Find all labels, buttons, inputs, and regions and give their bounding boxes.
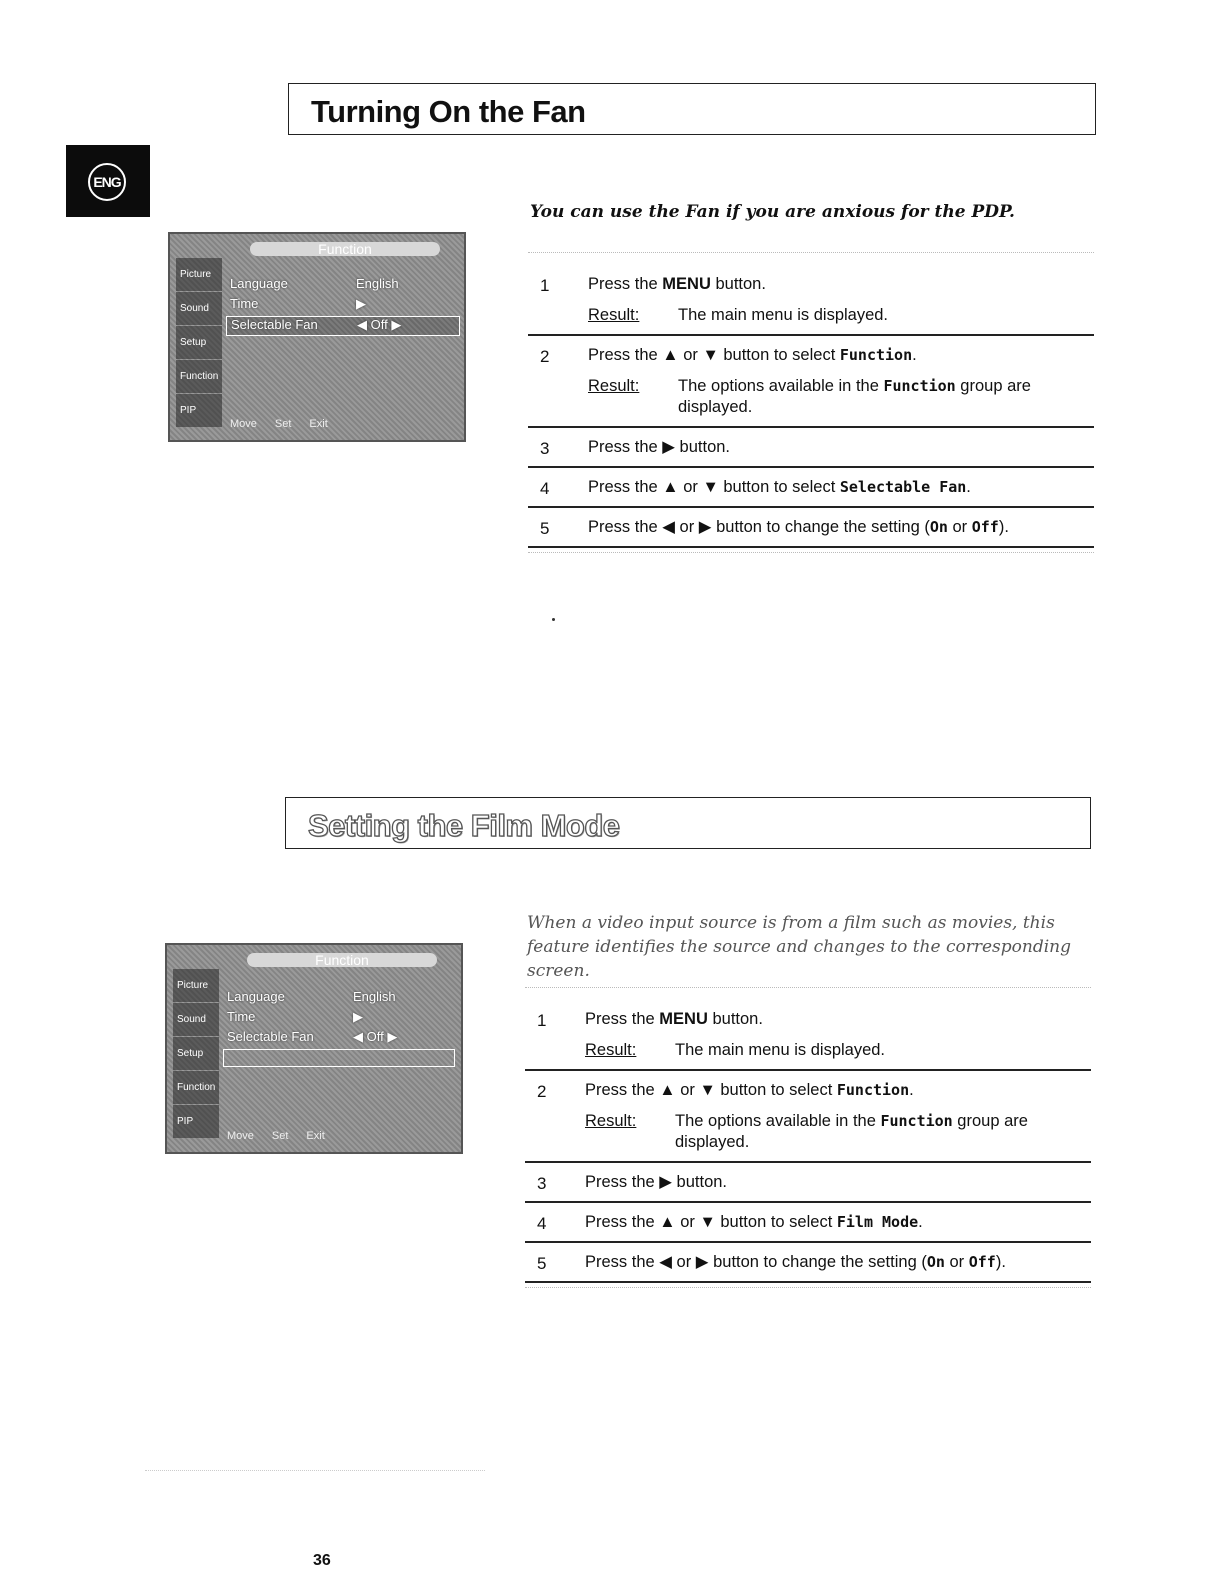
osd-footer-set: Set: [271, 1130, 289, 1142]
osd-row-label: Language: [230, 276, 288, 291]
osd-row: [223, 1029, 455, 1047]
osd-footer-move: Move: [230, 418, 257, 430]
step-number: 3: [537, 1174, 547, 1193]
osd-row: [223, 989, 455, 1007]
step-text: Press the ◀ or ▶ button to change the setting (On or Off).: [588, 518, 1009, 536]
section-title: Setting the Film Mode: [308, 808, 620, 843]
osd-side-function: Function: [176, 360, 222, 393]
step-result: Result: The main menu is displayed.: [585, 1041, 886, 1059]
osd-side-sound: Sound: [176, 292, 222, 325]
osd-row: [226, 276, 458, 294]
osd-footer: [227, 1130, 453, 1146]
osd-side-pip: PIP: [173, 1105, 219, 1138]
section-intro: You can use the Fan if you are anxious for the PDP.: [530, 202, 1015, 222]
osd-menu-screenshot: [165, 943, 463, 1154]
scan-noise: [145, 1470, 485, 1475]
step: [528, 265, 1094, 336]
osd-row-selected: [226, 316, 460, 336]
step: [525, 1071, 1091, 1163]
step: [525, 1203, 1091, 1243]
step: [528, 428, 1094, 468]
page-number: 36: [313, 1552, 331, 1569]
step-text: Press the ▲ or ▼ button to select Selectable Fan.: [588, 478, 971, 496]
step: [528, 508, 1094, 548]
step-number: 2: [540, 347, 550, 366]
osd-side-sound: Sound: [173, 1003, 219, 1036]
osd-sidebar: [173, 969, 219, 1137]
osd-header: Function: [250, 242, 440, 256]
osd-row-value: ▶: [353, 1009, 363, 1024]
step-text: Press the ▲ or ▼ button to select Function.: [585, 1081, 914, 1099]
step: [528, 468, 1094, 508]
step-text: Press the ▶ button.: [588, 438, 731, 456]
step: [525, 1163, 1091, 1203]
step-text: Press the ▲ or ▼ button to select Function.: [588, 346, 917, 364]
osd-row-value: English: [356, 276, 399, 291]
section-title: Turning On the Fan: [311, 94, 586, 129]
osd-side-pip: PIP: [176, 394, 222, 427]
step-text: Press the ▲ or ▼ button to select Film Mode.: [585, 1213, 923, 1231]
osd-side-function: Function: [173, 1071, 219, 1104]
step-number: 4: [537, 1214, 547, 1233]
step-number: 1: [540, 276, 550, 295]
language-tab: [66, 145, 150, 217]
steps-list: [525, 987, 1091, 1288]
osd-side-picture: Picture: [176, 258, 222, 291]
step-text: Press the MENU button.: [585, 1010, 763, 1028]
step-number: 5: [540, 519, 550, 538]
step-number: 1: [537, 1011, 547, 1030]
step: [525, 1000, 1091, 1071]
step-result: Result: The options available in the Function group are displayed.: [585, 1112, 1028, 1151]
osd-row-value: English: [353, 989, 396, 1004]
section-intro: When a video input source is from a film such as movies, this feature identifies the source and changes to the corresponding screen.: [527, 913, 1071, 981]
osd-footer-exit: Exit: [306, 1130, 325, 1142]
language-badge: ENG: [88, 163, 126, 201]
osd-header: Function: [247, 953, 437, 967]
step-number: 5: [537, 1254, 547, 1273]
section-title-box: [288, 83, 1096, 135]
osd-side-setup: Setup: [176, 326, 222, 359]
osd-row-label: Selectable Fan: [227, 1029, 314, 1044]
osd-row-label: Time: [227, 1009, 256, 1024]
step-number: 2: [537, 1082, 547, 1101]
osd-selection-box: [223, 1049, 455, 1067]
step-number: 4: [540, 479, 550, 498]
osd-row-label: Time: [230, 296, 259, 311]
osd-sidebar: [176, 258, 222, 426]
osd-row-value: ▶: [356, 296, 366, 311]
osd-row-label: Language: [227, 989, 285, 1004]
step-number: 3: [540, 439, 550, 458]
step: [528, 336, 1094, 428]
osd-row-value: ◀ Off ▶: [357, 317, 402, 332]
step-result: Result: The main menu is displayed.: [588, 306, 889, 324]
osd-footer-set: Set: [274, 418, 292, 430]
step-text: Press the ◀ or ▶ button to change the setting (On or Off).: [585, 1253, 1006, 1271]
step-text: Press the MENU button.: [588, 275, 766, 293]
osd-footer-move: Move: [227, 1130, 254, 1142]
osd-row-value: ◀ Off ▶: [353, 1029, 398, 1044]
section-title-box: [285, 797, 1091, 849]
step-text: Press the ▶ button.: [585, 1173, 728, 1191]
osd-footer-exit: Exit: [309, 418, 328, 430]
step-result: Result: The options available in the Function group are displayed.: [588, 377, 1031, 416]
step: [525, 1243, 1091, 1283]
stray-dot: [552, 618, 555, 621]
osd-menu-screenshot: [168, 232, 466, 442]
osd-row: [226, 296, 458, 314]
osd-row: [223, 1009, 455, 1027]
osd-side-setup: Setup: [173, 1037, 219, 1070]
osd-footer: [230, 418, 456, 434]
osd-row-label: Selectable Fan: [231, 317, 318, 332]
steps-list: [528, 252, 1094, 553]
osd-side-picture: Picture: [173, 969, 219, 1002]
